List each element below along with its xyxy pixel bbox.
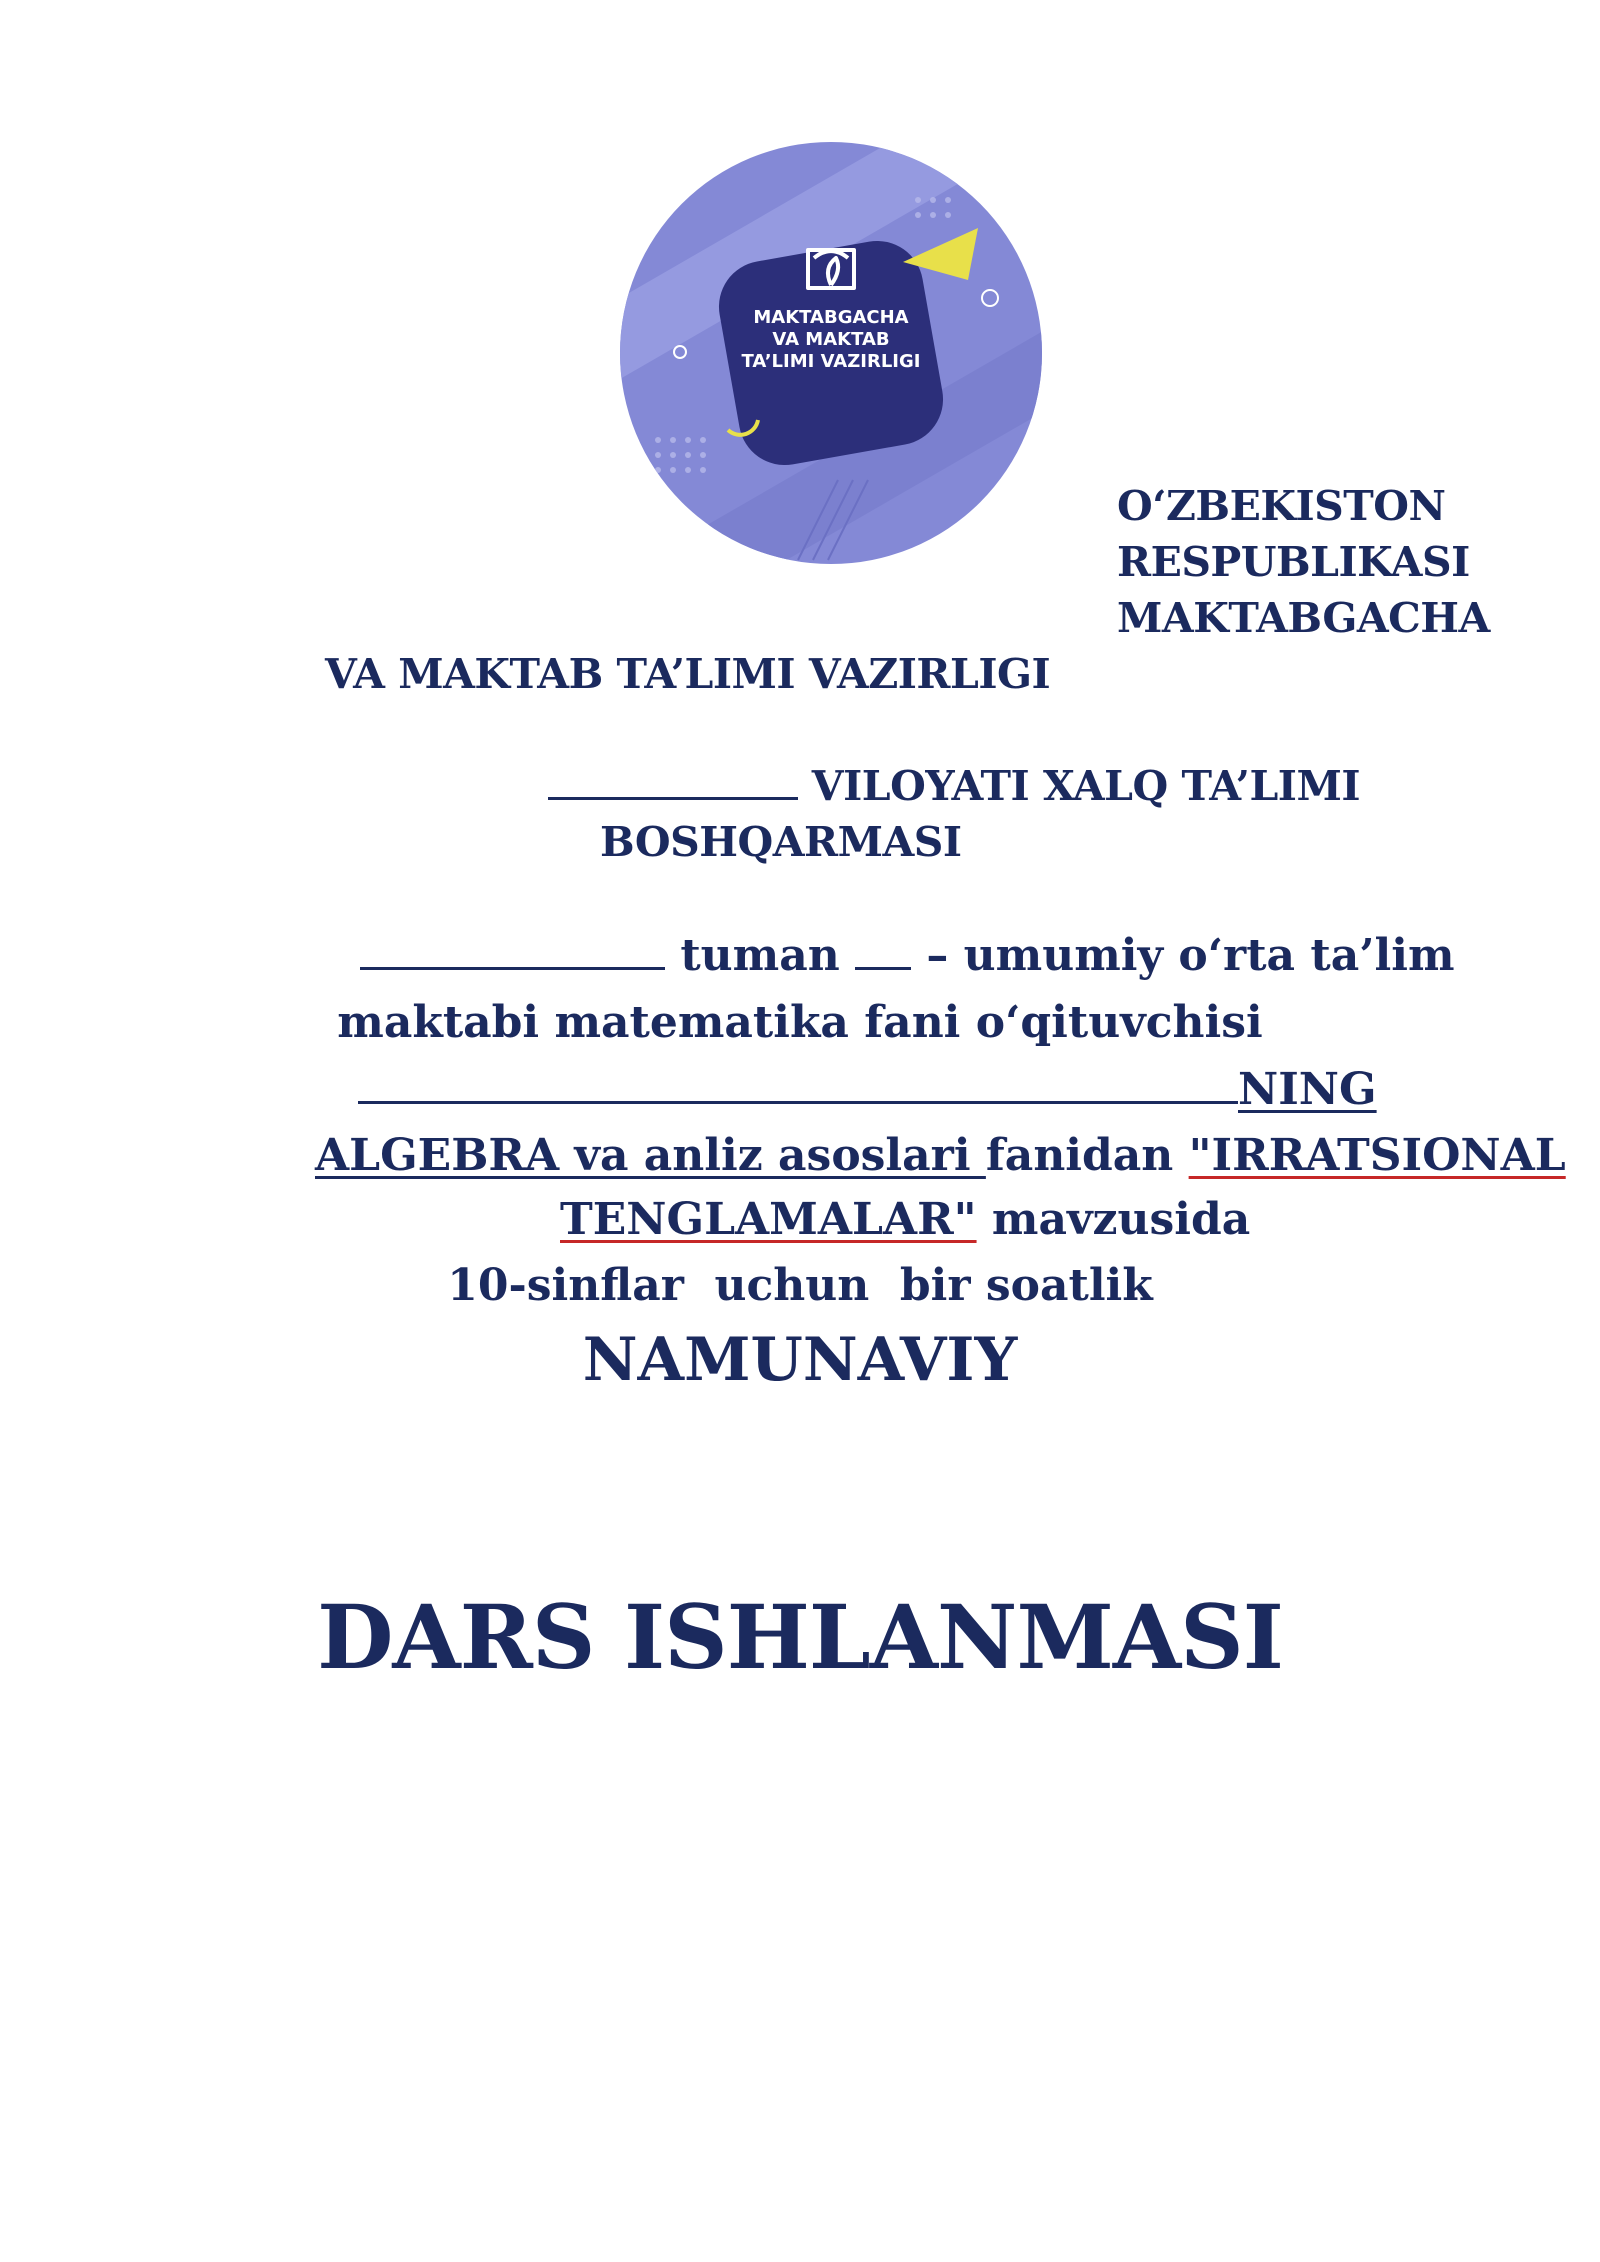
region-text: VILOYATI XALQ TA’LIMI xyxy=(811,762,1361,810)
logo-text-3: TA’LIMI VAZIRLIGI xyxy=(741,351,921,372)
teacher-name-line xyxy=(358,1064,1377,1115)
teacher-name-blank xyxy=(358,1101,1238,1104)
namunaviy-text: NAMUNAVIY xyxy=(582,1325,1018,1395)
district-blank xyxy=(360,967,665,970)
school-line xyxy=(360,930,1455,981)
region-blank xyxy=(548,797,798,800)
header-right-line3: MAKTABGACHA xyxy=(1117,594,1490,642)
document-title: DARS ISHLANMASI xyxy=(317,1585,1283,1689)
region-line1 xyxy=(548,762,1360,810)
mavzusida-text: mavzusida xyxy=(991,1194,1251,1245)
logo-text-2: VA MAKTAB xyxy=(772,329,890,350)
grade-line: 10-sinflar uchun bir soatlik xyxy=(447,1260,1153,1311)
subject-name: ALGEBRA va anliz asoslari xyxy=(315,1130,986,1181)
logo-text-1: MAKTABGACHA xyxy=(753,307,909,328)
ning-text: NING xyxy=(1238,1064,1377,1115)
region-line2: BOSHQARMASI xyxy=(600,818,962,866)
subject-line xyxy=(315,1130,1566,1181)
tuman-text: tuman xyxy=(680,930,840,981)
school-type: – umumiy o‘rta ta’lim xyxy=(926,930,1455,981)
ministry-logo xyxy=(618,140,1044,566)
topic-title-part2: TENGLAMALAR" xyxy=(560,1194,977,1245)
header-right-line2: RESPUBLIKASI xyxy=(1117,538,1470,586)
school-number-blank xyxy=(855,967,911,970)
teacher-line: maktabi matematika fani o‘qituvchisi xyxy=(337,997,1263,1048)
topic-line2 xyxy=(560,1194,1250,1245)
ministry-line: VA MAKTAB TA’LIMI VAZIRLIGI xyxy=(325,650,1051,698)
header-right-line1: O‘ZBEKISTON xyxy=(1117,482,1446,530)
fanidan-text: fanidan xyxy=(985,1130,1174,1181)
topic-title-part1: "IRRATSIONAL xyxy=(1188,1130,1566,1181)
